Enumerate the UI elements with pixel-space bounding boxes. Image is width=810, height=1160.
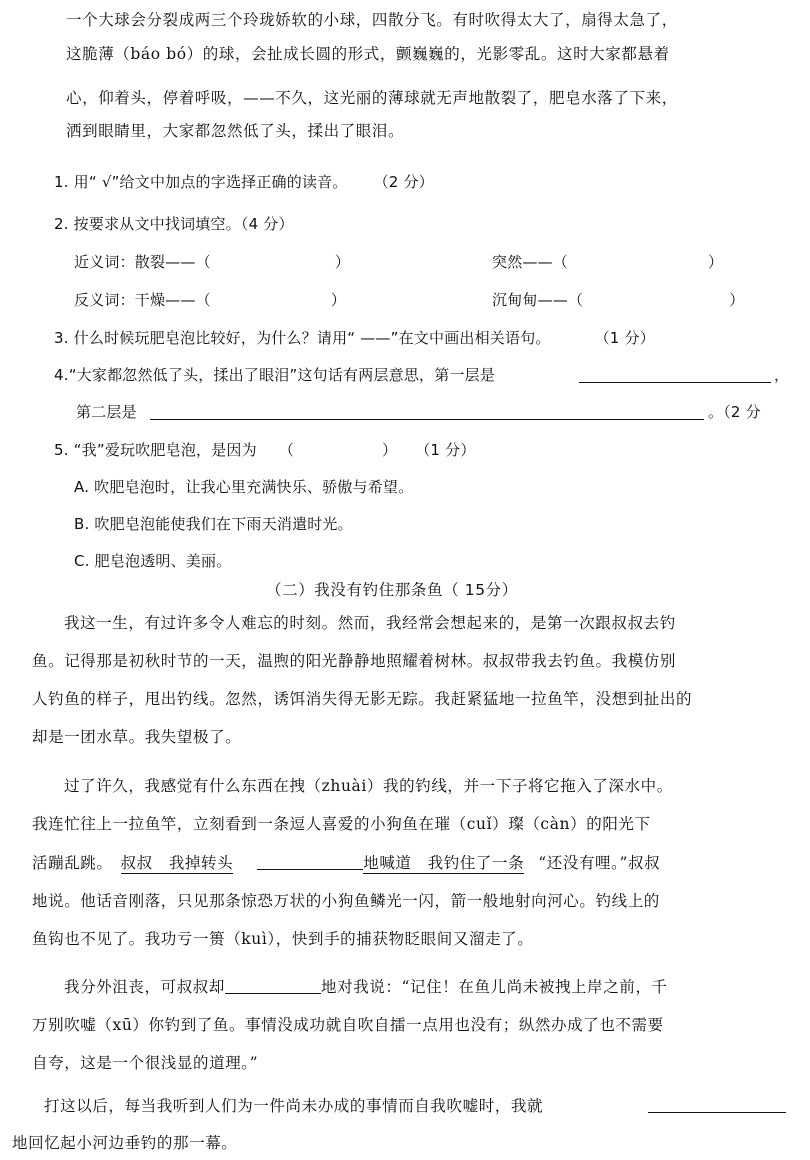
- passage2-line12: 自夸，这是一个很浅显的道理。”: [32, 1054, 259, 1072]
- underlined-shout: 地喊道 我钓住了一条: [363, 854, 525, 872]
- passage2-line7-start: 活蹦乱跳。: [32, 854, 113, 872]
- passage2-line13-start: 打这以后，每当我听到人们为一件尚未办成的事情而自我吹嘘时，我就: [44, 1097, 544, 1115]
- question-4-comma: ，: [774, 366, 790, 384]
- question-3-text: 3. 什么时候玩肥皂泡比较好，为什么？请用“ ——”在文中画出相关语句。: [54, 329, 551, 347]
- passage1-line3: 心，仰着头，停着呼吸，——不久，这光丽的薄球就无声地散裂了，肥皂水落了下来，: [66, 89, 678, 107]
- passage2-line10: [64, 977, 668, 997]
- question-3: [54, 328, 655, 348]
- option-a: A. 吹肥皂泡时，让我心里充满快乐、骄傲与希望。: [74, 478, 414, 496]
- passage2-line8: 地说。他话音刚落，只见那条惊恐万状的小狗鱼鳞光一闪，箭一般地射向河心。钓线上的: [32, 892, 660, 910]
- question-5-text: 5. “我”爱玩吹肥皂泡，是因为: [54, 441, 257, 459]
- question-5-open: （: [278, 441, 295, 459]
- passage2-line14: 地回忆起小河边垂钓的那一幕。: [12, 1134, 238, 1152]
- passage2-line3: 人钓鱼的样子，甩出钓线。忽然，诱饵消失得无影无踪。我赶紧猛地一拉鱼竿，没想到扯出的: [32, 690, 693, 708]
- option-b: B. 吹肥皂泡能使我们在下雨天消遣时光。: [74, 515, 353, 533]
- passage2-line1: 我这一生，有过许多令人难忘的时刻。然而，我经常会想起来的，是第一次跟叔叔去钓: [64, 614, 676, 632]
- passage2-line7-end: “还没有哩。”叔叔: [538, 854, 661, 872]
- question-4-second: 第二层是: [76, 403, 137, 421]
- fill-blank-1[interactable]: [257, 854, 363, 870]
- synonym-label: 近义词：散裂——（: [74, 253, 211, 271]
- question-2: 2. 按要求从文中找词填空。（4 分）: [54, 215, 294, 233]
- synonym-row-2: [492, 252, 723, 272]
- question-4-text: 4.“大家都忽然低了头，揉出了眼泪”这句话有两层意思，第一层是: [54, 366, 496, 384]
- antonym-2-close: ）: [729, 291, 745, 309]
- section-2-title: （二）我没有钓住那条鱼（ 15分）: [266, 581, 518, 599]
- passage2-line4: 却是一团水草。我失望极了。: [32, 728, 242, 746]
- fill-blank-3[interactable]: [648, 1112, 786, 1113]
- question-5-score: （1 分）: [415, 441, 476, 459]
- passage1-line2: 这脆薄（báo bó）的球，会扯成长圆的形式，颤巍巍的，光影零乱。这时大家都悬着: [66, 45, 670, 63]
- question-1-text: 1. 用“ √”给文中加点的字选择正确的读音。: [54, 173, 348, 191]
- question-1: [54, 172, 434, 192]
- antonym-label: 反义词：干燥——（: [74, 291, 211, 309]
- passage2-line5: 过了许久，我感觉有什么东西在拽（zhuài）我的钓线，并一下子将它拖入了深水中。: [64, 777, 673, 795]
- question-1-score: （2 分）: [373, 173, 434, 191]
- passage2-line2: 鱼。记得那是初秋时节的一天，温煦的阳光静静地照耀着树林。叔叔带我去钓鱼。我模仿别: [32, 652, 677, 670]
- question-4-blank-2[interactable]: [150, 419, 704, 420]
- question-4: [54, 365, 495, 385]
- passage2-line11: 万别吹嘘（xū）你钓到了鱼。事情没成功就自吹自擂一点用也没有；纵然办成了也不需要: [32, 1016, 664, 1034]
- antonym-2-label: 沉甸甸——（: [492, 291, 584, 309]
- synonym-row: [74, 252, 350, 272]
- antonym-close: ）: [330, 291, 347, 309]
- question-3-score: （1 分）: [594, 329, 655, 347]
- fill-blank-2[interactable]: [225, 978, 321, 994]
- passage2-line9: 鱼钩也不见了。我功亏一篑（kuì），快到手的捕获物眨眼间又溜走了。: [32, 930, 534, 948]
- option-c: C. 肥皂泡透明、美丽。: [74, 552, 232, 570]
- antonym-row-2: [492, 290, 744, 310]
- antonym-row: [74, 290, 346, 310]
- underlined-uncle-turn: 叔叔 我掉转头: [120, 854, 234, 872]
- synonym-2-close: ）: [708, 253, 724, 271]
- question-5: [54, 440, 476, 460]
- passage2-line7: [32, 853, 660, 873]
- question-5-close: ）: [382, 441, 398, 459]
- passage2-line13: [44, 1096, 543, 1116]
- synonym-2-label: 突然——（: [492, 253, 569, 271]
- passage2-line10-end: 地对我说：“记住！在鱼儿尚未被拽上岸之前，千: [321, 978, 668, 996]
- synonym-close: ）: [334, 253, 351, 271]
- question-4-blank-1[interactable]: [579, 382, 771, 383]
- passage1-line1: 一个大球会分裂成两三个玲珑娇软的小球，四散分飞。有时吹得太大了，扇得太急了，: [66, 11, 678, 29]
- passage1-line4: 洒到眼睛里，大家都忽然低了头，揉出了眼泪。: [66, 122, 405, 140]
- passage2-line6: 我连忙往上一拉鱼竿，立刻看到一条逗人喜爱的小狗鱼在璀（cuǐ）璨（càn）的阳光下: [32, 815, 651, 833]
- question-4-end: 。（2 分: [708, 403, 761, 421]
- passage2-line10-start: 我分外沮丧，可叔叔却: [64, 978, 226, 996]
